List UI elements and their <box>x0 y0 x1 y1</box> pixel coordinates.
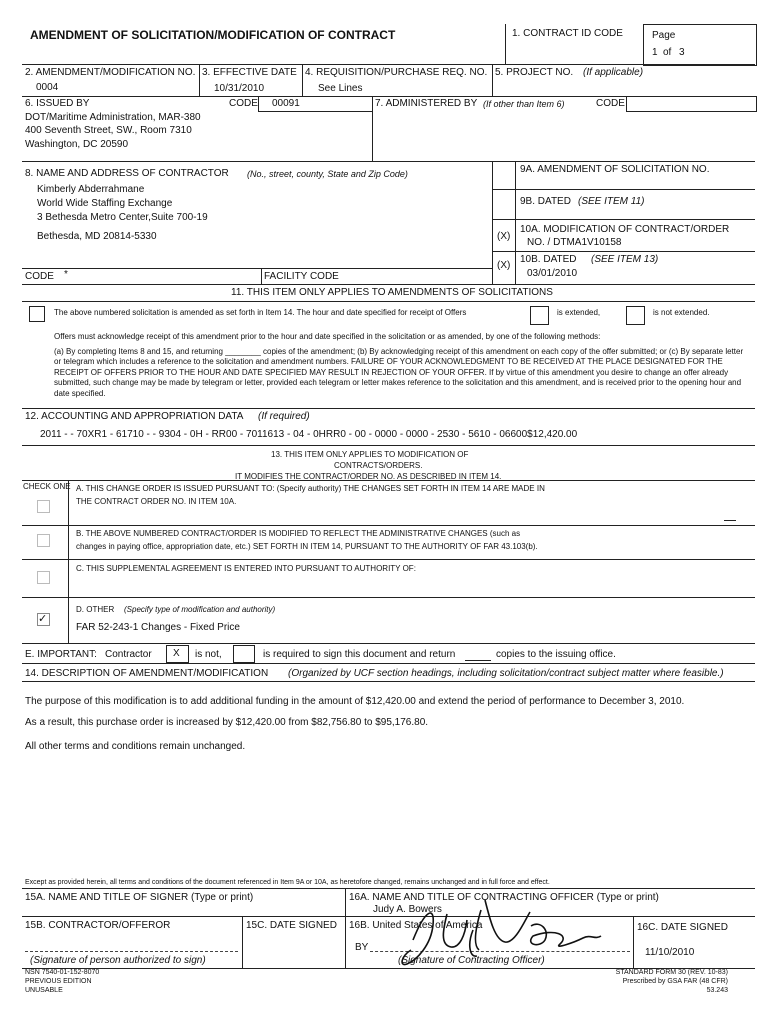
checkbox-13b[interactable] <box>37 534 50 547</box>
extended-checkbox[interactable] <box>530 306 549 325</box>
amendment-solicitation-label: 9A. AMENDMENT OF SOLICITATION NO. <box>520 164 710 175</box>
is-not-mark: X <box>173 648 180 659</box>
x-mark: (X) <box>497 231 511 242</box>
signature-line-15 <box>25 951 238 952</box>
divider <box>372 96 373 161</box>
divider <box>22 445 755 446</box>
dated-10b-note: (SEE ITEM 13) <box>591 254 659 265</box>
contract-id-label: 1. CONTRACT ID CODE <box>512 28 623 39</box>
checkbox-13c[interactable] <box>37 571 50 584</box>
page-number: 1 <box>652 47 658 58</box>
x-mark: (X) <box>497 260 511 271</box>
contractor-address-line: Bethesda, MD 20814-5330 <box>37 231 157 242</box>
item13-title: 13. THIS ITEM ONLY APPLIES TO MODIFICATION OF <box>271 450 469 459</box>
dated-9b-note: (SEE ITEM 11) <box>578 196 645 207</box>
issued-by-label: 6. ISSUED BY <box>25 98 90 109</box>
signature-caption-16: (Signature of Contracting Officer) <box>398 955 545 966</box>
divider <box>22 64 755 65</box>
checkbox-13d[interactable] <box>37 613 50 626</box>
divider <box>22 161 755 162</box>
administered-code-label: CODE <box>596 98 625 109</box>
divider <box>492 251 755 252</box>
divider <box>492 189 755 190</box>
divider <box>22 559 755 560</box>
divider <box>492 161 493 284</box>
effective-date-label: 3. EFFECTIVE DATE <box>202 67 297 78</box>
divider <box>302 64 303 96</box>
item13a-text: THE CONTRACT ORDER NO. IN ITEM 10A. <box>76 497 237 506</box>
contractor-name: Kimberly Abderrahmane <box>37 184 145 195</box>
issuer-address-line: 400 Seventh Street, SW., Room 7310 <box>25 125 192 136</box>
item11-checkbox[interactable] <box>29 306 45 322</box>
dated-10b-value: 03/01/2010 <box>527 268 578 279</box>
date-signed-16c-label: 16C. DATE SIGNED <box>637 922 728 933</box>
item13d-text: D. OTHER <box>76 605 115 614</box>
standard-form-label: STANDARD FORM 30 (REV. 10-83) <box>615 969 728 976</box>
is-required-checkbox[interactable] <box>233 645 255 663</box>
divider <box>345 888 346 968</box>
important-label: E. IMPORTANT: <box>25 649 97 660</box>
item13-title: CONTRACTS/ORDERS. <box>334 461 423 470</box>
administered-code-box <box>626 96 757 112</box>
divider <box>22 681 755 682</box>
administered-by-note: (If other than Item 6) <box>483 99 565 109</box>
checkbox-13a[interactable] <box>37 500 50 513</box>
form-title: AMENDMENT OF SOLICITATION/MODIFICATION OF CONTRACT <box>30 28 396 42</box>
accounting-label: 12. ACCOUNTING AND APPROPRIATION DATA <box>25 411 244 422</box>
previous-edition: PREVIOUS EDITION <box>25 978 92 985</box>
modification-contract-label: 10A. MODIFICATION OF CONTRACT/ORDER <box>520 224 730 235</box>
officer-name-label: 16A. NAME AND TITLE OF CONTRACTING OFFICER (Type or print) <box>349 892 659 903</box>
not-extended-label: is not extended. <box>653 308 710 317</box>
requisition-value: See Lines <box>318 83 363 94</box>
unusable-label: UNUSABLE <box>25 987 63 994</box>
accounting-note: (If required) <box>258 411 310 422</box>
blank-line <box>724 520 736 521</box>
divider <box>22 480 755 481</box>
administered-by-label: 7. ADMINISTERED BY <box>375 98 478 109</box>
divider <box>22 888 755 889</box>
is-required-label: is required to sign this document and return <box>263 649 456 660</box>
item11-title: 11. THIS ITEM ONLY APPLIES TO AMENDMENTS OF SOLICITATIONS <box>231 287 553 298</box>
contractor-address-line: World Wide Staffing Exchange <box>37 198 173 209</box>
divider <box>22 284 755 285</box>
contractor-offeror-label: 15B. CONTRACTOR/OFFEROR <box>25 920 171 931</box>
item13b-text: changes in paying office, appropriation date, etc.) SET FORTH IN ITEM 14, PURSUANT TO THE AUTHORITY OF FAR 43.103(b). <box>76 542 538 551</box>
item13d-note: (Specify type of modification and authority) <box>124 605 276 614</box>
contractor-code-value: * <box>64 269 68 280</box>
description-paragraph: The purpose of this modification is to add additional funding in the amount of $12,420.00 and extend the period of performance to December 3, 2010. <box>25 696 685 707</box>
facility-code-label: FACILITY CODE <box>264 271 339 282</box>
extended-label: is extended, <box>557 308 601 317</box>
item13c-text: C. THIS SUPPLEMENTAL AGREEMENT IS ENTERED INTO PURSUANT TO AUTHORITY OF: <box>76 564 416 573</box>
description-label: 14. DESCRIPTION OF AMENDMENT/MODIFICATION <box>25 668 269 679</box>
item11-line1: The above numbered solicitation is amended as set forth in Item 14. The hour and date specified for receipt of Offers <box>54 308 467 317</box>
divider <box>22 643 755 644</box>
divider <box>199 64 200 96</box>
divider <box>22 663 755 664</box>
is-not-label: is not, <box>195 649 222 660</box>
issuer-address-line: Washington, DC 20590 <box>25 139 129 150</box>
gsa-label: Prescribed by GSA FAR (48 CFR) <box>622 978 728 985</box>
divider <box>22 597 755 598</box>
divider <box>22 268 492 269</box>
by-label: BY <box>355 942 369 953</box>
contractor-address-line: 3 Bethesda Metro Center,Suite 700-19 <box>37 212 208 223</box>
divider <box>22 408 755 409</box>
page-total: 3 <box>679 47 685 58</box>
item13-title: IT MODIFIES THE CONTRACT/ORDER NO. AS DESCRIBED IN ITEM 14. <box>235 472 502 481</box>
date-signed-16c-value: 11/10/2010 <box>645 947 695 958</box>
dated-9b-label: 9B. DATED <box>520 196 571 207</box>
page-of: of <box>663 47 672 58</box>
description-paragraph: As a result, this purchase order is increased by $12,420.00 from $82,756.80 to $95,176.80. <box>25 717 429 728</box>
divider <box>68 480 69 643</box>
issued-code-label: CODE <box>229 98 258 109</box>
date-signed-15c-label: 15C. DATE SIGNED <box>246 920 337 931</box>
effective-date-value: 10/31/2010 <box>214 83 265 94</box>
signer-name-label: 15A. NAME AND TITLE OF SIGNER (Type or print) <box>25 892 254 903</box>
page-label: Page <box>652 30 676 41</box>
copies-label: copies to the issuing office. <box>496 649 616 660</box>
modification-contract-value: NO. / DTMA1V10158 <box>527 237 622 248</box>
check-one-label: CHECK ONE <box>23 482 71 491</box>
item13a-text: A. THIS CHANGE ORDER IS ISSUED PURSUANT TO: (Specify authority) THE CHANGES SET FORTH IN ITEM 14 ARE MADE IN <box>76 484 545 493</box>
form-number: 53.243 <box>706 987 728 994</box>
amendment-no-label: 2. AMENDMENT/MODIFICATION NO. <box>25 67 196 78</box>
item13b-text: B. THE ABOVE NUMBERED CONTRACT/ORDER IS MODIFIED TO REFLECT THE ADMINISTRATIVE CHANGES (such as <box>76 529 521 538</box>
accounting-value: 2011 - - 70XR1 - 61710 - - 9304 - 0H - RR00 - 7011613 - 04 - 0HRR0 - 00 - 0000 - 0000 - 2530 - 5610 - 06600$12,420.00 <box>40 429 578 440</box>
project-no-note: (If applicable) <box>583 67 644 78</box>
contractor-label: 8. NAME AND ADDRESS OF CONTRACTOR <box>25 168 229 179</box>
project-no-label: 5. PROJECT NO. <box>495 67 574 78</box>
description-note: (Organized by UCF section headings, including solicitation/contract subject matter where feasible.) <box>288 668 724 679</box>
contractor-note: (No., street, county, State and Zip Code) <box>247 169 408 179</box>
requisition-label: 4. REQUISITION/PURCHASE REQ. NO. <box>305 67 488 78</box>
divider <box>492 64 493 96</box>
check-mark-icon: ✓ <box>38 613 48 625</box>
divider <box>22 525 755 526</box>
signature-caption-15: (Signature of person authorized to sign) <box>30 955 206 966</box>
issuer-address-line: DOT/Maritime Administration, MAR-380 <box>25 112 201 123</box>
divider <box>492 219 755 220</box>
item11-line2: Offers must acknowledge receipt of this amendment prior to the hour and date specified in the solicitation or as amended, by one of the following methods: <box>54 332 601 341</box>
amendment-no-value: 0004 <box>36 82 59 93</box>
officer-name: Judy A. Bowers <box>373 904 442 915</box>
divider <box>515 161 516 284</box>
divider <box>242 916 243 968</box>
dated-10b-label: 10B. DATED <box>520 254 577 265</box>
description-paragraph: All other terms and conditions remain unchanged. <box>25 741 246 752</box>
contractor-code-label: CODE <box>25 271 54 282</box>
nsn-number: NSN 7540-01-152-8070 <box>25 969 100 976</box>
issued-code-value: 00091 <box>272 98 300 109</box>
item11-paragraph: (a) By completing Items 8 and 15, and returning ________ copies of the amendment; (b) By acknowledging receipt of this amendment on each copy of the offer submitted; or (c) By separate letter or telegram which includes a reference to the solicitation and amendment numbers. FAILURE OF YOUR ACKNOWLEDGMENT TO BE RECEIVED AT THE PLACE DESIGNATED FOR THE RECEIPT OF OFFERS PRIOR TO THE HOUR AND DATE SPECIFIED MAY RESULT IN REJECTION OF YOUR OFFER. If by virtue of this amendment you desire to change an offer already submitted, such change may be made by telegram or letter, provided each telegram or letter makes reference to the solicitation and this amendment, and is received prior to the opening hour and date specified. <box>54 347 744 398</box>
united-states-label: 16B. United States of America <box>349 920 483 931</box>
divider <box>22 301 755 302</box>
divider <box>505 24 506 64</box>
item13d-value: FAR 52-243-1 Changes - Fixed Price <box>76 622 240 633</box>
divider <box>261 268 262 284</box>
not-extended-checkbox[interactable] <box>626 306 645 325</box>
copies-blank <box>465 660 491 661</box>
except-statement: Except as provided herein, all terms and conditions of the document referenced in Item 9A or 10A, as heretofore changed, remains unchanged and in full force and effect. <box>25 879 550 886</box>
important-contractor: Contractor <box>105 649 152 660</box>
